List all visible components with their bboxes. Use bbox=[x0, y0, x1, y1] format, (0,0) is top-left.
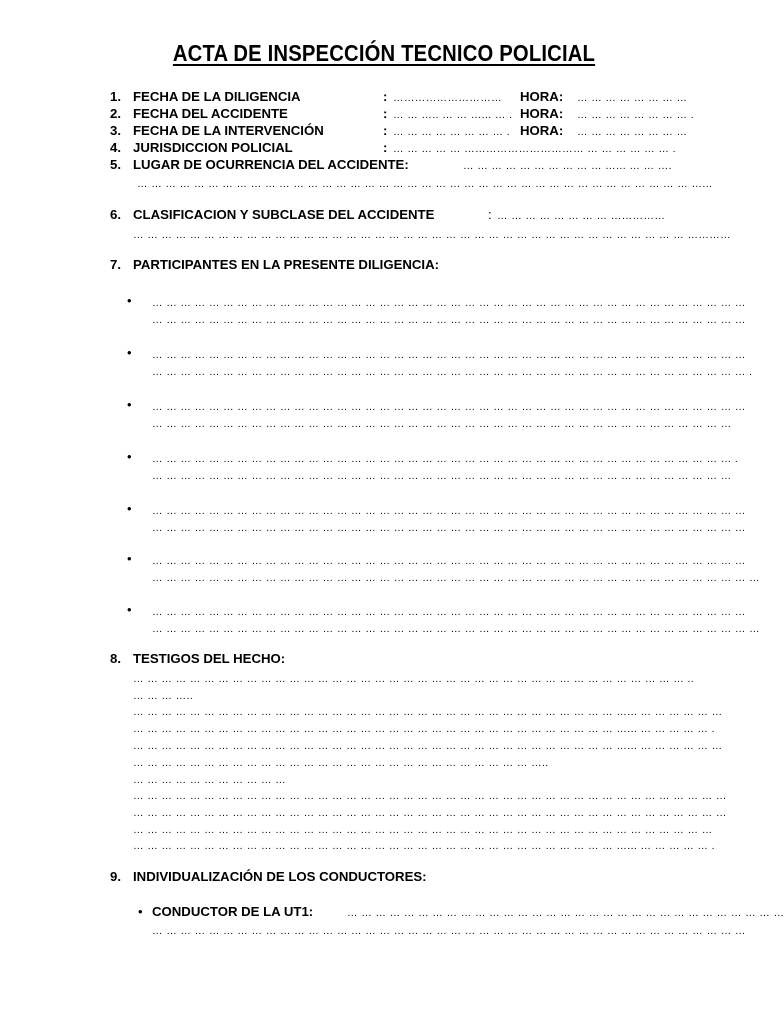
bullet-icon: • bbox=[127, 345, 132, 360]
bullet-icon: • bbox=[127, 293, 132, 308]
fill-line: … … … … … … … … … … … … … … … … … … … … … … … … … … … … … … … … … … …... … … … … … . bbox=[133, 723, 715, 735]
fill-line: … … … … … … … … … … … … … … … … … … … … … … … … … … … … … … … … … … … … … … … … … bbox=[152, 470, 732, 482]
fill-line: … … ….. … … …... … . bbox=[393, 109, 513, 121]
fill-line: … … … … … … … … … … … … … … … … … … … … … … … … … … … … … … … … … … … … … … … … … … bbox=[152, 505, 746, 517]
item-number: 6. bbox=[110, 207, 121, 222]
fill-line: … … … … … … … … … … … … … … … … … … … … … … … … … … … … … … … … … … … … … … … … … … bbox=[152, 314, 746, 326]
item-colon: : bbox=[383, 140, 388, 155]
hora-label: HORA: bbox=[520, 89, 564, 104]
bullet-icon: • bbox=[127, 449, 132, 464]
fill-line: … … … … … … … … … … … … … … … … … … … … … … … … … … … … … … … … … … … … … … … … … … bbox=[133, 807, 727, 819]
item-number: 8. bbox=[110, 651, 121, 666]
item-number: 5. bbox=[110, 157, 121, 172]
fill-line: … … … … … … … … … … … … … … … … … … … … … … … … … … … … … … … … … … … … … … … … … … bbox=[152, 606, 746, 618]
item-number: 2. bbox=[110, 106, 121, 121]
item-colon: : bbox=[488, 207, 492, 222]
hora-label: HORA: bbox=[520, 123, 564, 138]
fill-line: … … … … … …………………………… … … … … … … . bbox=[393, 143, 676, 155]
fill-line: … … … … … … … … … … … … … … … … … … … … … … … … … … … … … … … … … … … … … … … … … … bbox=[133, 790, 727, 802]
fill-line: … … … … … … … … … … … … … … … … … … … … … … … … … … … … … … … … … … … … … … … …... bbox=[137, 178, 713, 190]
fill-line: … … … … … … … … … … … … … … … … … … … … … … … … … … … … … … … … … … … … … … … … … … bbox=[152, 555, 746, 567]
bullet-icon: • bbox=[138, 904, 143, 919]
fill-line: … … … … … … … … bbox=[577, 126, 688, 138]
fill-line: … … … … … … … … … … … … … … … … … … … … … … … … … … … … … … … … … … … … … … … ………… bbox=[133, 229, 732, 241]
item-number: 7. bbox=[110, 257, 121, 272]
fill-line: … … … … … … … … … … … … … … … … … … … … … … … … … … … … … … … … … … … … … … … … … … bbox=[152, 925, 746, 937]
bullet-icon: • bbox=[127, 602, 132, 617]
fill-line: … … … … … … … … … … … … … … … … … … … … … … … … … … … … … … … … … … … … … … … … … … bbox=[152, 349, 746, 361]
item-colon: : bbox=[383, 123, 388, 138]
fill-line: … … … … … … … … … … … … … … … … … … … … … … … … … … … … … … … … … … … … … … … … … bbox=[152, 418, 732, 430]
item-label: PARTICIPANTES EN LA PRESENTE DILIGENCIA: bbox=[133, 257, 440, 272]
fill-line: … … … … … … … … … … … … … … … … … … … … … … … … … … … … … … … … … … … … … … … .. bbox=[133, 673, 695, 685]
fill-line: … … … … … … … … … … … … … … … … … … … … … … … … … … … … … … … … … … …... … … … … … … bbox=[133, 740, 723, 752]
fill-line: … … … … … … … … … … … … … … … … … … … … … … … … … … … … … … … bbox=[347, 907, 784, 919]
item-number: 3. bbox=[110, 123, 121, 138]
item-label: FECHA DEL ACCIDENTE bbox=[133, 106, 288, 121]
item-label: FECHA DE LA DILIGENCIA bbox=[133, 89, 301, 104]
fill-line: … … … … … … … … … … … … … … … … … … … … … … … … … … … … … … … … … … … … … … … … … … . bbox=[152, 366, 753, 378]
fill-line: … … … … … … … … … … … … … … … … … … … … … … … … … … … … … … … … … … … … … … … … … … bbox=[152, 522, 746, 534]
fill-line: ………………………… bbox=[393, 92, 502, 104]
document-title: ACTA DE INSPECCIÓN TECNICO POLICIAL bbox=[172, 40, 596, 66]
fill-line: … … … … … … … … . bbox=[577, 109, 695, 121]
item-number: 1. bbox=[110, 89, 121, 104]
fill-line: … … … … … … … … … … … … … … … … … … … … … … … … … … … … … … … … … … … … … … … … … … … bbox=[152, 623, 761, 635]
fill-line: … … … … … … … … … … … … … … … … … … … … … … … … … … … … … … … … … … … … … … … … … … … bbox=[152, 572, 761, 584]
bullet-icon: • bbox=[127, 397, 132, 412]
fill-line: … … … … … … … … … … … … … … … … … … … … … … … … … … … … … … … … … … … … … … … … … bbox=[133, 824, 713, 836]
fill-line: … … … ….. bbox=[133, 690, 194, 702]
item-colon: : bbox=[383, 106, 388, 121]
item-label: INDIVIDUALIZACIÓN DE LOS CONDUCTORES: bbox=[133, 869, 427, 884]
item-label: JURISDICCION POLICIAL bbox=[133, 140, 293, 155]
fill-line: … … … … … … … … bbox=[577, 92, 688, 104]
fill-line: … … … … … … … … . bbox=[393, 126, 511, 138]
fill-line: … … … … … … … … … … … … … … … … … … … … … … … … … … … … … … … … … … … … … … … … … . bbox=[152, 453, 739, 465]
item-number: 9. bbox=[110, 869, 121, 884]
item-colon: : bbox=[383, 89, 388, 104]
fill-line: … … … … … … … … … … …... … … …. bbox=[463, 160, 672, 172]
fill-line: … … … … … … … … … … … … … … … … … … … … … … … … … … … … … … … … … … …... … … … … … … bbox=[133, 706, 723, 718]
fill-line: … … … … … … … … … … … … … … … … … … … … … … … … … … … … … … … … … … … … … … … … … … bbox=[152, 297, 746, 309]
item-label: CLASIFICACION Y SUBCLASE DEL ACCIDENTE bbox=[133, 207, 435, 222]
fill-line: … … … … … … … … … … … … … … … … … … … … … … … … … … … … ….. bbox=[133, 757, 549, 769]
item-number: 4. bbox=[110, 140, 121, 155]
fill-line: … … … … … … … … …………… bbox=[497, 210, 666, 222]
fill-line: … … … … … … … … … … … bbox=[133, 774, 287, 786]
bullet-icon: • bbox=[127, 501, 132, 516]
bullet-icon: • bbox=[127, 551, 132, 566]
fill-line: … … … … … … … … … … … … … … … … … … … … … … … … … … … … … … … … … … … … … … … … … … bbox=[152, 401, 746, 413]
fill-line: … … … … … … … … … … … … … … … … … … … … … … … … … … … … … … … … … … …... … … … … … . bbox=[133, 840, 715, 852]
hora-label: HORA: bbox=[520, 106, 564, 121]
item-label: TESTIGOS DEL HECHO: bbox=[133, 651, 286, 666]
item-label: FECHA DE LA INTERVENCIÓN bbox=[133, 123, 324, 138]
item-label: LUGAR DE OCURRENCIA DEL ACCIDENTE: bbox=[133, 157, 409, 172]
conductor-label: CONDUCTOR DE LA UT1: bbox=[152, 904, 314, 919]
